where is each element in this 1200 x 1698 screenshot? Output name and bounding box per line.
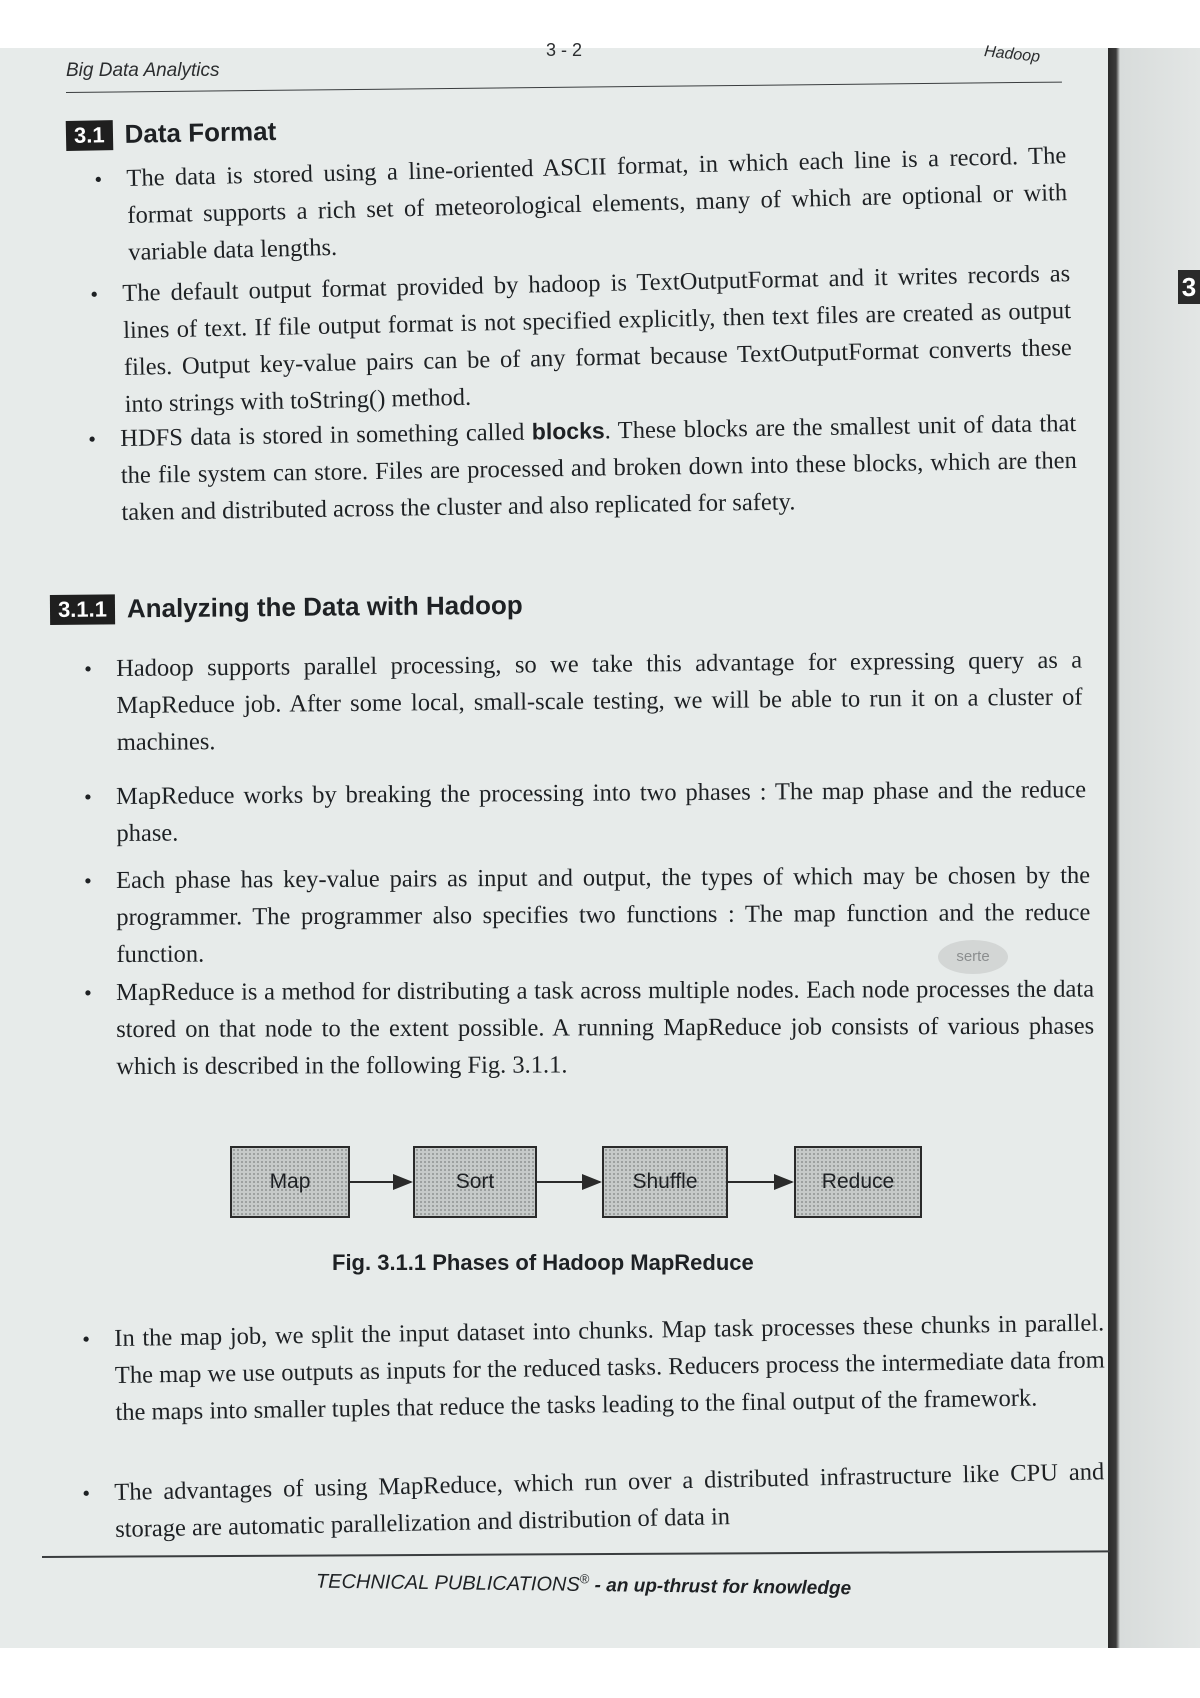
registered-mark: ® [579,1571,590,1587]
bold-term-blocks: blocks [531,417,605,445]
phase-box-shuffle: Shuffle [602,1146,728,1218]
bullet-text [120,405,1078,531]
section-heading-3-1-1 [50,590,523,625]
bullet-text-start: HDFS data is stored in something called [120,418,533,452]
figure-caption: Fig. 3.1.1 Phases of Hadoop MapReduce [332,1250,754,1275]
section-heading-3-1 [66,116,277,151]
bullet-item [84,971,1095,1085]
running-header-book-title: Big Data Analytics [66,60,220,81]
phase-box-sort: Sort [413,1146,537,1218]
bullet-text: The default output format provided by hadoop is TextOutputFormat and it writes records as lines of text. If file output format is not specified explicitly, then text files are created as output files. Output key-value pairs can be of any format because TextOutputFormat converts these into strings with toString() method. [122,260,1073,418]
bullet-text-end: . These blocks are the smallest unit of data that the file system can store. Files are processed and broken down into these blocks, which are then taken and distributed across the cluster and also replicated for safety. [120,409,1077,526]
bullet-text: The advantages of using MapReduce, which run over a distributed infrastructure like CPU and storage are automatic parallelization and distribution of data in [114,1458,1105,1543]
bullet-icon: • [88,426,97,452]
bullet-text: In the map job, we split the input dataset into chunks. Map task processes these chunks in parallel. The map we use outputs as inputs for the reduced tasks. Reducers process the intermediate data from the maps into smaller tuples that reduce the tasks leading to the final output of the framework. [114,1309,1105,1426]
bullet-icon: • [84,980,92,1006]
bullet-item [88,405,1078,531]
publisher-tagline: - an up-thrust for knowledge [589,1574,852,1600]
section-number: 3.1 [66,120,113,151]
section-number: 3.1.1 [50,594,115,625]
running-header-chapter: Hadoop [983,43,1041,66]
page-number: 3 - 2 [546,40,583,60]
bullet-icon: • [84,784,92,810]
bullet-item [90,255,1073,423]
bullet-text: MapReduce is a method for distributing a task across multiple nodes. Each node processes the data stored on that node to the extent possible. A running MapReduce job consists of various phases which is described in the following Fig. 3.1.1. [116,975,1095,1080]
section-title: Data Format [124,115,277,149]
bullet-text: The data is stored using a line-oriented ASCII format, in which each line is a record. The format supports a rich set of meteorological elements, many of which are optional or with variable data lengths. [126,142,1068,266]
bullet-icon: • [90,281,99,307]
publisher-name: TECHNICAL PUBLICATIONS [315,1570,580,1596]
bullet-item [82,1304,1106,1431]
bullet-text: MapReduce works by breaking the processing into two phases : The map phase and the reduce phase. [116,776,1087,847]
bullet-icon: • [94,166,103,192]
bullet-icon: • [82,1326,91,1352]
bullet-icon: • [82,1480,91,1506]
bullet-item [94,137,1068,271]
section-title: Analyzing the Data with Hadoop [126,589,523,624]
phase-box-reduce: Reduce [794,1146,922,1218]
chapter-tab: 3 [1178,270,1200,304]
bullet-text: Hadoop supports parallel processing, so we take this advantage for expressing query as a MapReduce job. After some local, small-scale testing, we will be able to run it on a cluster of machines. [116,646,1083,756]
bullet-item [84,642,1083,761]
bullet-text: Each phase has key-value pairs as input and output, the types of which may be chosen by the programmer. The programmer also specifies two functions : The map function and the reduce function. [116,861,1091,968]
bullet-icon: • [84,656,92,682]
phase-box-map: Map [230,1146,350,1218]
ink-stamp-smudge: serte [938,940,1008,974]
bullet-icon: • [84,868,92,894]
bullet-item [84,771,1087,852]
